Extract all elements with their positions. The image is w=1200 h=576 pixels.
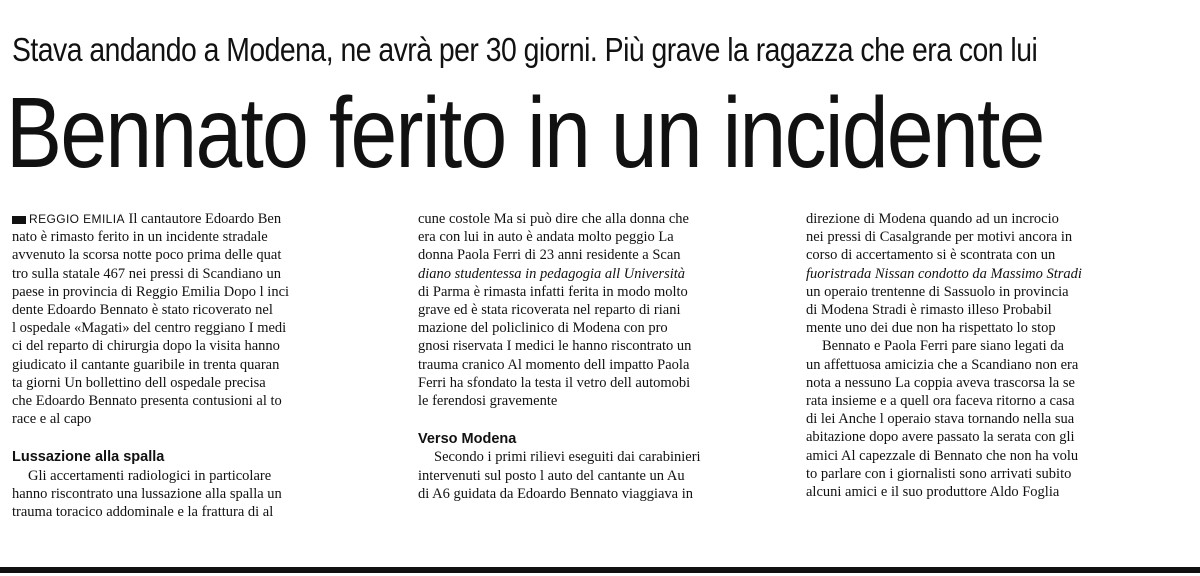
text-line: paese in provincia di Reggio Emilia Dopo l inci [12, 283, 290, 300]
text-line: intervenuti sul posto l auto del cantante un Au [418, 467, 685, 484]
text-line: cune costole Ma si può dire che alla donna che [418, 211, 689, 227]
text-line: un affettuosa amicizia che a Scandiano non era [806, 356, 1079, 373]
headline: Bennato ferito in un incidente [6, 77, 1044, 189]
text-line [12, 210, 382, 228]
text-line: di A6 guidata da Edoardo Bennato viaggiava in [418, 485, 694, 502]
text-line: Bennato e Paola Ferri pare siano legati da [822, 338, 1064, 355]
text-line: di lei Anche l operaio stava tornando nella sua [806, 411, 1075, 428]
text-line: donna Paola Ferri di 23 anni residente a Scan [418, 247, 681, 264]
text-line: nato è rimasto ferito in un incidente stradale [12, 229, 268, 246]
text-line: tro sulla statale 467 nei pressi di Scandiano un [12, 265, 282, 282]
text-line: Gli accertamenti radiologici in particolare [28, 467, 272, 484]
article-column-1 [12, 210, 382, 521]
text-line: di Parma è rimasta infatti ferita in modo molto [418, 283, 688, 300]
text-line: race e al capo [12, 411, 92, 428]
text-line: rata insieme e a quell ora faceva ritorno a casa [806, 393, 1075, 410]
text-line: era con lui in auto è andata molto peggio La [418, 229, 674, 246]
section-subhead: Verso Modena [418, 431, 517, 448]
text-line: mazione del policlinico di Modena con pro [418, 320, 668, 337]
article-column-2 [418, 210, 790, 503]
text-line: grave ed è stata ricoverata nel reparto di riani [418, 302, 681, 319]
text-line-italic: fuoristrada Nissan condotto da Massimo Stradi [806, 265, 1082, 282]
text-line: nota a nessuno La coppia aveva trascorsa la se [806, 374, 1075, 391]
text-line: Secondo i primi rilievi eseguiti dai carabinieri [434, 449, 701, 466]
text-line: ta giorni Un bollettino dell ospedale precisa [12, 374, 266, 391]
text-line: trauma cranico Al momento dell impatto Paola [418, 356, 690, 373]
text-line: abitazione dopo avere passato la serata con gli [806, 429, 1075, 446]
text-line: che Edoardo Bennato presenta contusioni al to [12, 393, 282, 410]
text-line: dente Edoardo Bennato è stato ricoverato nel [12, 302, 273, 319]
section-marker-icon [12, 216, 26, 224]
text-line: nei pressi di Casalgrande per motivi ancora in [806, 229, 1073, 246]
text-line: un operaio trentenne di Sassuolo in provincia [806, 283, 1069, 300]
text-line: ci del reparto di chirurgia dopo la visita hanno [12, 338, 280, 355]
text-line: Ferri ha sfondato la testa il vetro dell automobi [418, 374, 691, 391]
text-line-italic: diano studentessa in pedagogia all Università [418, 265, 686, 282]
dateline: REGGIO EMILIA [29, 212, 125, 226]
text-line: di Modena Stradi è rimasto illeso Probabil [806, 302, 1052, 319]
section-subhead: Lussazione alla spalla [12, 449, 165, 466]
text-line: to parlare con i giornalisti sono arrivati subito [806, 465, 1072, 482]
text-line: direzione di Modena quando ad un incrocio [806, 211, 1059, 227]
text-line: l ospedale «Magati» del centro reggiano I medi [12, 320, 287, 337]
text-line: corso di accertamento si è scontrata con un [806, 247, 1056, 264]
kicker-subheadline: Stava andando a Modena, ne avrà per 30 giorni. Più grave la ragazza che era con lui [12, 31, 1038, 68]
text-line: alcuni amici e il suo produttore Aldo Foglia [806, 484, 1060, 501]
text-line-fragment: Il cantautore Edoardo Ben [124, 211, 282, 227]
article-column-3 [806, 210, 1186, 501]
text-line: mente uno dei due non ha rispettato lo stop [806, 320, 1056, 337]
bottom-rule [0, 567, 1200, 573]
text-line: giudicato il cantante guaribile in trenta quaran [12, 356, 280, 373]
text-line: le ferendosi gravemente [418, 393, 558, 410]
text-line: gnosi riservata I medici le hanno riscontrato un [418, 338, 692, 355]
text-line: trauma toracico addominale e la frattura di al [12, 504, 274, 521]
text-line: avvenuto la scorsa notte poco prima delle quat [12, 247, 282, 264]
text-line: amici Al capezzale di Bennato che non ha volu [806, 447, 1079, 464]
text-line: hanno riscontrato una lussazione alla spalla un [12, 485, 282, 502]
